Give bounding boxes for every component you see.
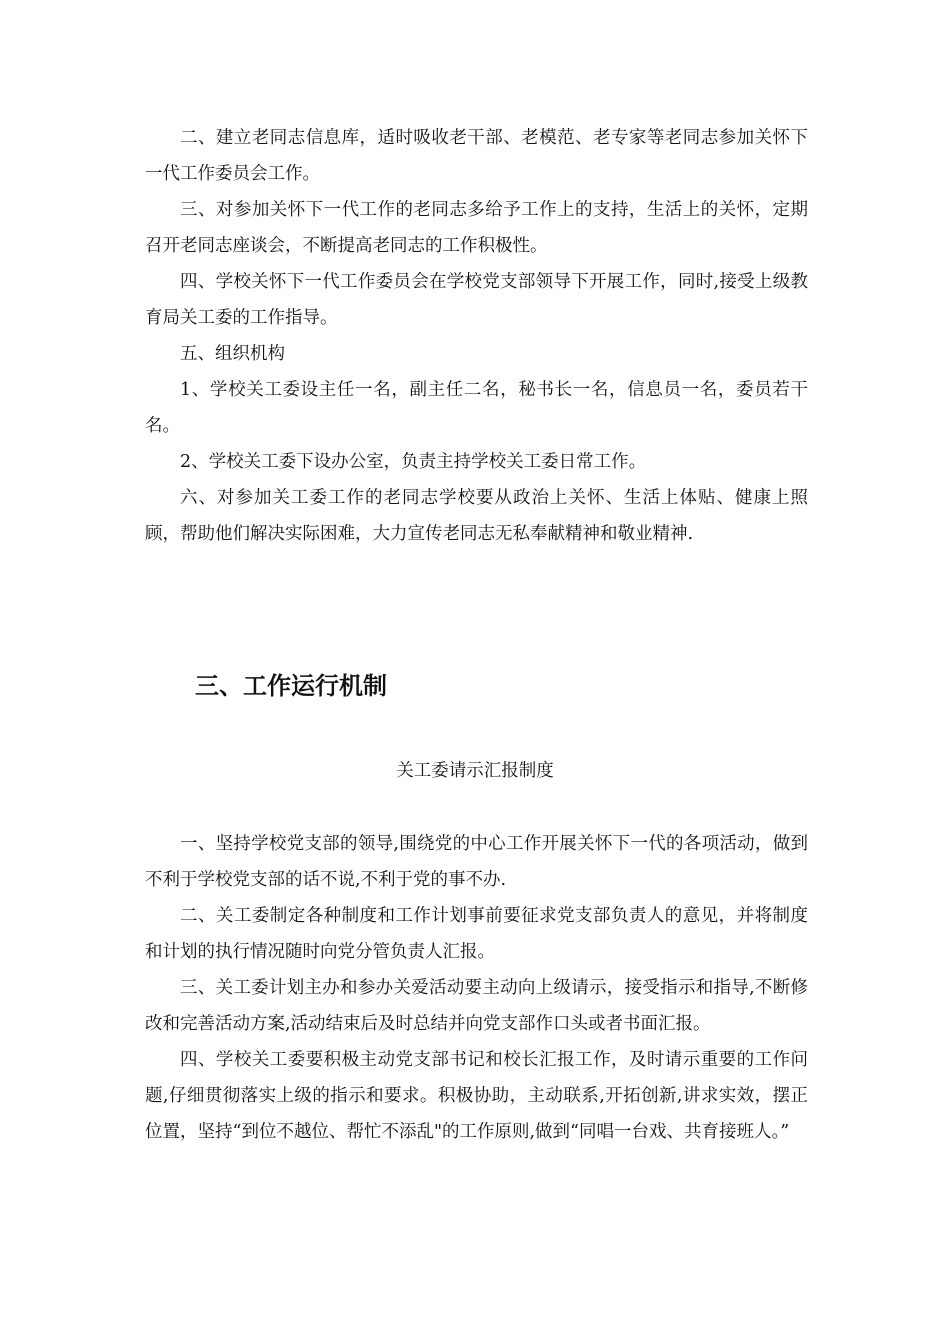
section-1-body — [145, 120, 808, 552]
paragraph: 2、学校关工委下设办公室，负责主持学校关工委日常工作。 — [180, 452, 647, 472]
paragraph: 二、建立老同志信息库，适时吸收老干部、老模范、老专家等老同志参加关怀下一代工作委员会工作。 — [145, 128, 808, 184]
paragraph: 1、学校关工委设主任一名，副主任二名，秘书长一名，信息员一名，委员若干名。 — [145, 380, 808, 436]
section-heading: 三、工作运行机制 — [195, 672, 387, 700]
paragraph: 五、组织机构 — [180, 344, 285, 364]
paragraph: 三、关工委计划主办和参办关爱活动要主动向上级请示，接受指示和指导,不断修改和完善活动方案,活动结束后及时总结并向党支部作口头或者书面汇报。 — [145, 978, 808, 1034]
section-2-body — [145, 826, 808, 1150]
document-subtitle: 关工委请示汇报制度 — [396, 761, 554, 781]
paragraph: 六、对参加关工委工作的老同志学校要从政治上关怀、生活上体贴、健康上照顾，帮助他们解决实际困难，大力宣传老同志无私奉献精神和敬业精神. — [145, 488, 808, 544]
paragraph: 二、关工委制定各种制度和工作计划事前要征求党支部负责人的意见，并将制度和计划的执行情况随时向党分管负责人汇报。 — [145, 906, 808, 962]
paragraph: 四、学校关怀下一代工作委员会在学校党支部领导下开展工作，同时,接受上级教育局关工委的工作指导。 — [145, 272, 808, 328]
paragraph: 三、对参加关怀下一代工作的老同志多给予工作上的支持，生活上的关怀，定期召开老同志座谈会，不断提高老同志的工作积极性。 — [145, 200, 808, 256]
paragraph: 四、学校关工委要积极主动党支部书记和校长汇报工作，及时请示重要的工作问题,仔细贯彻落实上级的指示和要求。积极协助，主动联系,开拓创新,讲求实效，摆正位置，坚持“到位不越位、帮忙不添乱"的工作原则,做到“同唱一台戏、共育接班人。” — [145, 1050, 808, 1142]
paragraph: 一、坚持学校党支部的领导,围绕党的中心工作开展关怀下一代的各项活动，做到不利于学校党支部的话不说,不利于党的事不办. — [145, 834, 808, 890]
